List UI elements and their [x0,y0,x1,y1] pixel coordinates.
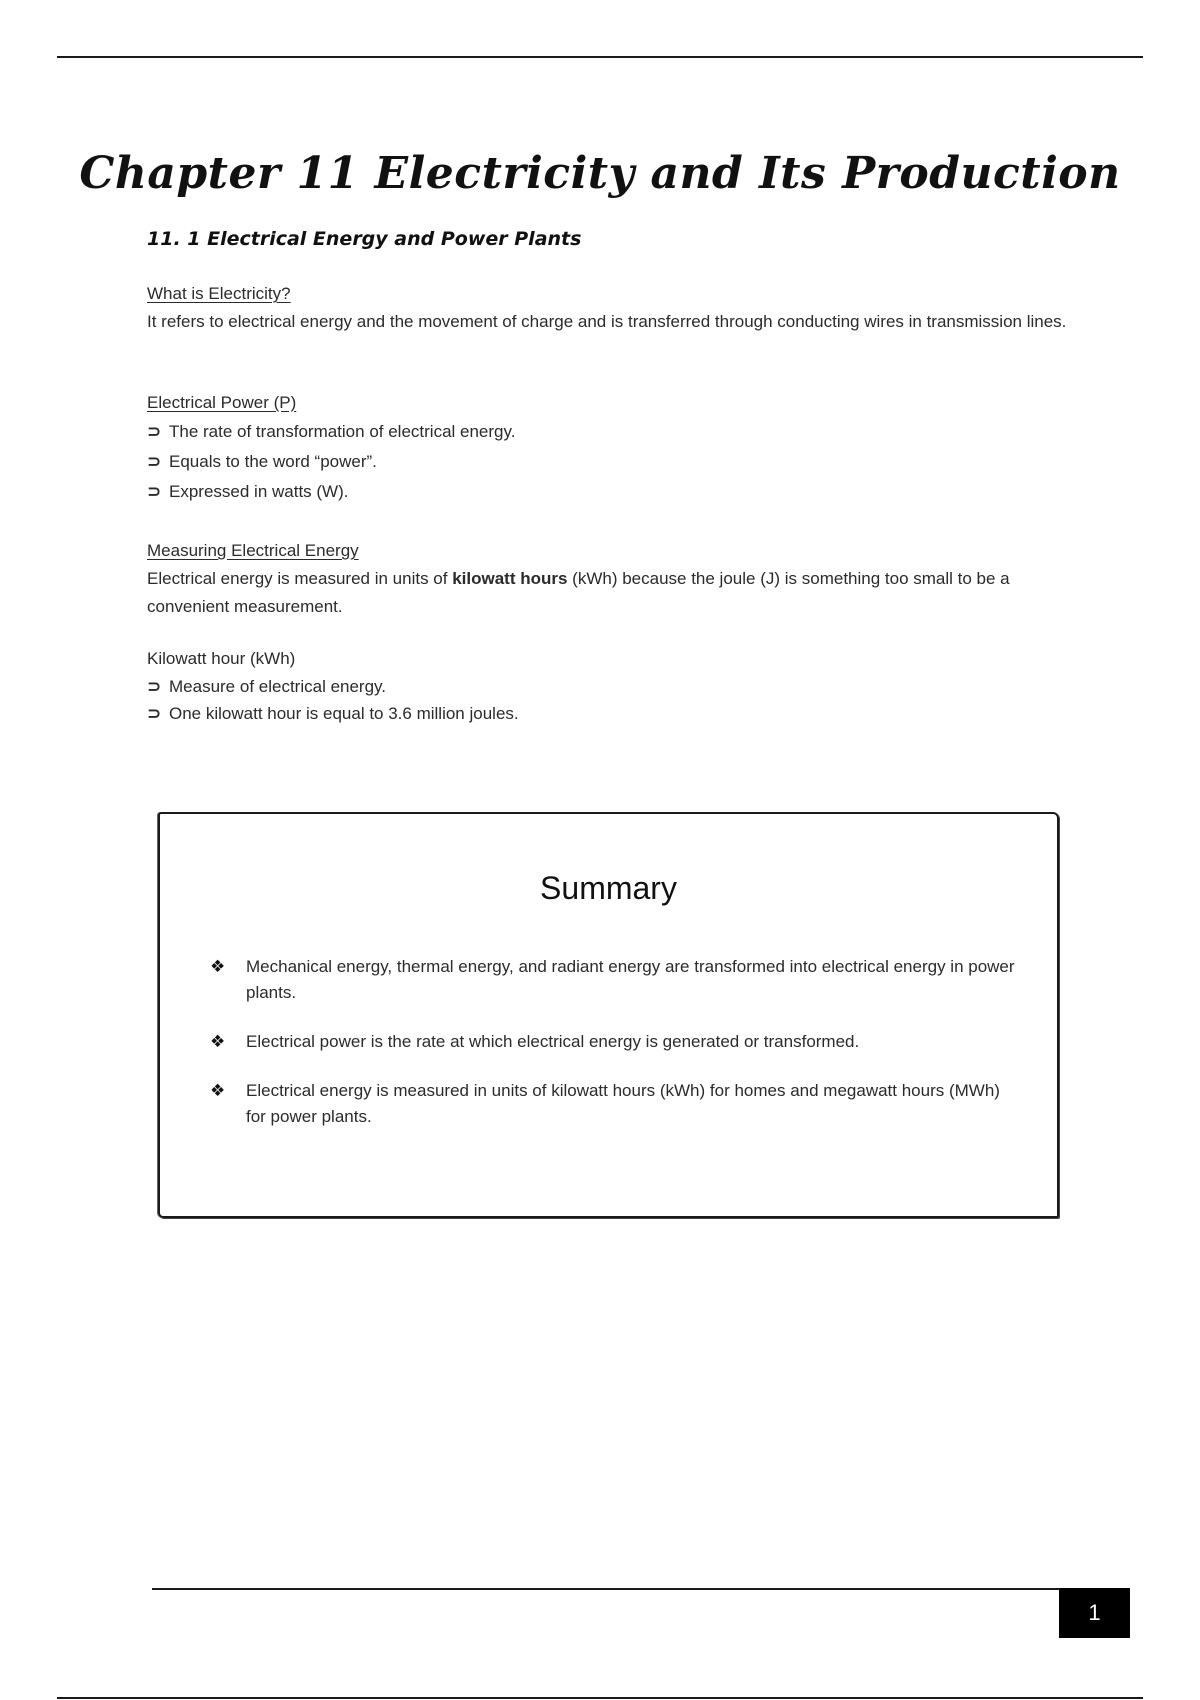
kilowatt-hour-list [147,673,1067,727]
kilowatt-hours-emphasis: kilowatt hours [452,569,568,588]
curved-arrow-icon: ⊃ [147,677,162,696]
list-item: ⊃ Measure of electrical energy. [147,673,1067,700]
curved-arrow-icon: ⊃ [147,482,162,501]
kilowatt-hour-block [147,645,1067,727]
section-title: 11. 1 Electrical Energy and Power Plants [147,228,582,250]
four-diamond-icon: ❖ [210,1081,226,1100]
four-diamond-icon: ❖ [210,957,226,976]
bottom-rule [57,1697,1143,1699]
chapter-title: Chapter 11 Electricity and Its Production [79,148,1121,199]
electrical-power-block [147,389,1067,507]
summary-list [210,954,1020,1153]
summary-item: ❖ Mechanical energy, thermal energy, and radiant energy are transformed into electrical energy in power plants. [210,954,1020,1006]
list-item: ⊃ Equals to the word “power”. [147,447,1067,477]
electrical-power-list [147,417,1067,507]
measuring-energy-block [147,537,1067,621]
measuring-energy-text: Electrical energy is measured in units of kilowatt hours (kWh) because the joule (J) is something too small to be a convenient measurement. [147,569,1010,616]
list-item: ⊃ The rate of transformation of electrical energy. [147,417,1067,447]
list-item: ⊃ One kilowatt hour is equal to 3.6 million joules. [147,700,1067,727]
summary-title: Summary [540,870,677,906]
four-diamond-icon: ❖ [210,1032,226,1051]
curved-arrow-icon: ⊃ [147,704,162,723]
what-is-electricity-text: It refers to electrical energy and the movement of charge and is transferred through conducting wires in transmission lines. [147,312,1067,331]
page-number: 1 [1059,1588,1130,1638]
electrical-power-heading: Electrical Power (P) [147,393,297,412]
footer-rule [152,1588,1060,1590]
list-item: ⊃ Expressed in watts (W). [147,477,1067,507]
curved-arrow-icon: ⊃ [147,452,162,471]
measuring-energy-heading: Measuring Electrical Energy [147,541,359,560]
what-is-electricity-block [147,280,1067,336]
summary-box [158,812,1059,1218]
curved-arrow-icon: ⊃ [147,422,162,441]
top-rule [57,56,1143,58]
what-is-electricity-heading: What is Electricity? [147,284,291,303]
kilowatt-hour-heading: Kilowatt hour (kWh) [147,649,296,668]
summary-item: ❖ Electrical energy is measured in units of kilowatt hours (kWh) for homes and megawatt hours (MWh) for power plants. [210,1078,1020,1130]
summary-item: ❖ Electrical power is the rate at which electrical energy is generated or transformed. [210,1029,1020,1055]
